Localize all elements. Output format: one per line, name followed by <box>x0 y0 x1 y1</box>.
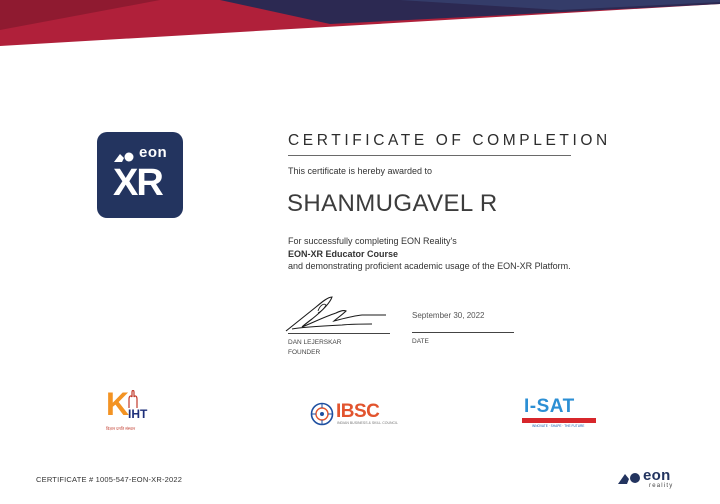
date-value: September 30, 2022 <box>412 311 485 320</box>
body-line-3: and demonstrating proficient academic usage of the EON-XR Platform. <box>288 261 571 271</box>
certificate-title: CERTIFICATE OF COMPLETION <box>288 132 611 149</box>
eon-mark-icon <box>114 152 138 162</box>
eon-xr-logo-main: XR <box>113 162 162 204</box>
certificate-number: CERTIFICATE # 1005-547-EON-XR-2022 <box>36 475 183 484</box>
eon-reality-logo-word: eon <box>643 467 671 484</box>
eon-mark-icon <box>618 472 642 484</box>
isat-logo-subtitle: INNOVATE · SHAPE · THE FUTURE <box>532 424 585 428</box>
ibsc-logo-text: IBSC <box>336 401 380 422</box>
ibsc-logo <box>310 400 398 428</box>
isat-logo-text: I-SAT <box>524 396 575 417</box>
date-label: DATE <box>412 338 429 345</box>
signature-image <box>282 293 390 335</box>
title-divider <box>288 155 571 156</box>
isat-logo <box>522 396 596 428</box>
signer-title: FOUNDER <box>288 348 321 356</box>
eon-xr-logo-top: eon <box>139 144 168 161</box>
signer-block <box>288 338 341 357</box>
kiht-tagline: विज्ञान प्रगति संस्थान <box>106 426 136 431</box>
ibsc-logo-subtitle: INDIAN BUSINESS & SKILL COUNCIL <box>337 421 398 425</box>
top-banner <box>0 0 720 60</box>
eon-xr-logo <box>97 132 183 218</box>
eon-reality-logo <box>618 468 688 492</box>
signature-line <box>288 333 390 334</box>
emblem-icon <box>310 402 334 426</box>
isat-logo-bar <box>522 418 596 423</box>
kiht-logo-k: K <box>106 386 130 422</box>
awarded-line: This certificate is hereby awarded to <box>288 166 433 176</box>
signer-name: DAN LEJERSKAR <box>288 339 342 346</box>
certificate-body <box>288 235 571 273</box>
hand-icon <box>126 390 140 408</box>
body-line-1: For successfully completing EON Reality's <box>288 236 457 246</box>
eon-reality-logo-sub: reality <box>649 483 674 489</box>
recipient-name: SHANMUGAVEL R <box>287 190 498 217</box>
date-line <box>412 332 514 333</box>
course-name: EON-XR Educator Course <box>288 248 399 259</box>
kiht-logo <box>106 388 170 434</box>
kiht-logo-text: IHT <box>128 407 148 421</box>
